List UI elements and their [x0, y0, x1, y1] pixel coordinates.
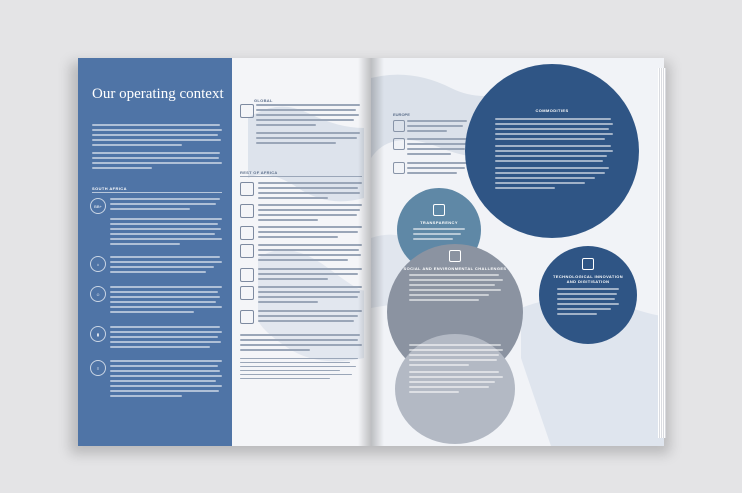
africa-paragraph-3 [258, 226, 362, 241]
commodities-label: COMMODITIES [535, 108, 569, 113]
social-environmental-text-2 [409, 344, 503, 396]
power-icon [240, 268, 254, 282]
people-icon: ☺ [90, 286, 106, 302]
globe-icon [240, 104, 254, 118]
region-label: EUROPE [393, 112, 410, 117]
transparency-label: TRANSPARENCY [420, 220, 458, 225]
technology-label: TECHNOLOGICAL INNOVATION AND DIGITISATION [552, 274, 624, 284]
calendar-icon [240, 310, 254, 324]
africa-summary [240, 334, 362, 354]
technology-circle [539, 246, 637, 344]
sa-paragraph-1 [110, 198, 222, 213]
chart-icon: ▮ [90, 326, 106, 342]
technology-text [557, 288, 619, 318]
sa-paragraph-3 [110, 256, 222, 276]
africa-paragraph-6 [258, 286, 362, 306]
transparency-text [413, 228, 465, 243]
global-label: GLOBAL [254, 98, 273, 103]
social-environmental-text-1 [409, 274, 503, 304]
mining-icon [240, 244, 254, 258]
africa-paragraph-4 [258, 244, 362, 264]
document-icon: ≡ [90, 360, 106, 376]
africa-paragraph-1 [258, 182, 362, 202]
social-environmental-circle-lower [395, 334, 515, 444]
commodities-text [495, 118, 613, 192]
sa-paragraph-2 [110, 218, 222, 248]
commodities-circle [465, 64, 639, 238]
section-divider [92, 192, 222, 193]
annual-report-spread [78, 58, 664, 446]
trade-icon [240, 226, 254, 240]
sa-paragraph-4 [110, 286, 222, 316]
left-page [78, 58, 371, 446]
bank-icon: ⌂ [90, 256, 106, 272]
currency-icon [240, 182, 254, 196]
intro-paragraph [92, 124, 222, 172]
handshake-icon [240, 204, 254, 218]
africa-paragraph-5 [258, 268, 362, 283]
sa-paragraph-6 [110, 360, 222, 400]
social-environmental-label: SOCIAL AND ENVIRONMENTAL CHALLENGES [403, 266, 507, 271]
right-page [371, 58, 664, 446]
footnotes [240, 358, 362, 382]
sa-paragraph-5 [110, 326, 222, 351]
global-paragraph [256, 104, 360, 147]
chip-icon [582, 258, 594, 270]
sterling-icon [393, 162, 405, 174]
region-paragraph-2 [407, 138, 469, 158]
rest-of-africa-label: REST OF AFRICA [240, 170, 278, 175]
growth-icon [393, 138, 405, 150]
region-paragraph-3 [407, 162, 469, 177]
page-title: Our operating context [92, 86, 224, 102]
africa-paragraph-7 [258, 310, 362, 325]
leaf-icon [449, 250, 461, 262]
rating-icon: BB+ [90, 198, 106, 214]
section-label: SOUTH AFRICA [92, 186, 127, 191]
page-edges [658, 68, 666, 438]
euro-icon [393, 120, 405, 132]
rest-of-africa-divider [240, 176, 362, 177]
africa-paragraph-2 [258, 204, 362, 224]
region-paragraph-1 [407, 120, 469, 135]
element-icon [240, 286, 254, 300]
pen-icon [433, 204, 445, 216]
sidebar-panel [78, 58, 232, 446]
